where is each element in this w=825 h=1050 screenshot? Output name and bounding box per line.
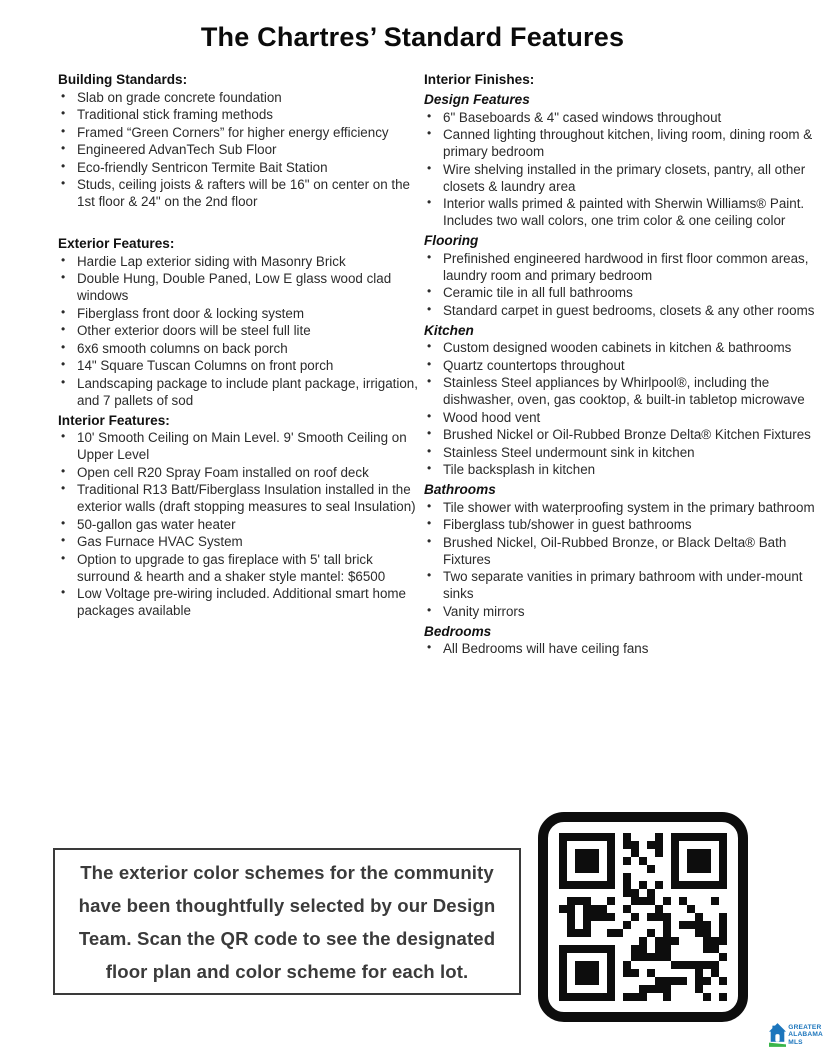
feature-item: • Fiberglass tub/shower in guest bathrooms — [424, 516, 819, 533]
feature-item: • Interior walls primed & painted with Sherwin Williams® Paint. Includes two wall colors, one trim color & one ceiling color — [424, 195, 819, 229]
feature-list — [424, 499, 819, 620]
feature-item: • Open cell R20 Spray Foam installed on roof deck — [58, 464, 422, 481]
feature-item: • Tile backsplash in kitchen — [424, 461, 819, 478]
feature-item: • 50-gallon gas water heater — [58, 516, 422, 533]
feature-item: • Standard carpet in guest bedrooms, closets & any other rooms — [424, 302, 819, 319]
feature-list — [424, 640, 819, 657]
feature-item: • Engineered AdvanTech Sub Floor — [58, 141, 422, 158]
section-header: Flooring — [424, 233, 479, 248]
feature-item: • 6x6 smooth columns on back porch — [58, 340, 422, 357]
house-icon — [769, 1023, 786, 1047]
feature-list — [424, 109, 819, 230]
section-header: Interior Finishes: — [424, 72, 535, 87]
feature-item: • Hardie Lap exterior siding with Masonry Brick — [58, 253, 422, 270]
feature-item: • Prefinished engineered hardwood in first floor common areas, laundry room and primary bedroom — [424, 250, 819, 284]
logo-line-1: GREATER — [788, 1024, 822, 1032]
left-column — [58, 68, 422, 657]
feature-item: • Gas Furnace HVAC System — [58, 533, 422, 550]
feature-item: • Fiberglass front door & locking system — [58, 305, 422, 322]
feature-item: • Brushed Nickel or Oil-Rubbed Bronze Delta® Kitchen Fixtures — [424, 426, 819, 443]
logo-line-3: MLS — [788, 1038, 803, 1046]
feature-item: • Framed “Green Corners” for higher energy efficiency — [58, 124, 422, 141]
feature-item: • Canned lighting throughout kitchen, living room, dining room & primary bedroom — [424, 126, 819, 160]
feature-item: • 10' Smooth Ceiling on Main Level. 9' Smooth Ceiling on Upper Level — [58, 429, 422, 463]
color-scheme-note-box — [53, 848, 521, 995]
section-header: Design Features — [424, 92, 530, 107]
feature-item: • Option to upgrade to gas fireplace with 5' tall brick surround & hearth and a shaker style mantel: $6500 — [58, 551, 422, 585]
feature-item: • Quartz countertops throughout — [424, 357, 819, 374]
section-header: Kitchen — [424, 322, 474, 338]
feature-item: • Tile shower with waterproofing system in the primary bathroom — [424, 499, 819, 516]
feature-item: • Vanity mirrors — [424, 603, 819, 620]
feature-item: • Traditional stick framing methods — [58, 106, 422, 123]
feature-item: • Double Hung, Double Paned, Low E glass wood clad windows — [58, 270, 422, 304]
feature-list — [58, 429, 422, 619]
feature-item: • Slab on grade concrete foundation — [58, 89, 422, 106]
feature-item: • Ceramic tile in all full bathrooms — [424, 284, 819, 301]
feature-item: • Custom designed wooden cabinets in kitchen & bathrooms — [424, 339, 819, 356]
page-title: The Chartres’ Standard Features — [200, 22, 625, 52]
feature-item: • All Bedrooms will have ceiling fans — [424, 640, 819, 657]
feature-item: • Low Voltage pre-wiring included. Additional smart home packages available — [58, 585, 422, 619]
section-header: Building Standards: — [58, 72, 188, 87]
feature-item: • Brushed Nickel, Oil-Rubbed Bronze, or Black Delta® Bath Fixtures — [424, 534, 819, 568]
feature-item: • Stainless Steel appliances by Whirlpool®, including the dishwasher, oven, gas cooktop, & built-in tabletop microwave — [424, 374, 819, 408]
feature-item: • Studs, ceiling joists & rafters will be 16" on center on the 1st floor & 24" on the 2nd floor — [58, 176, 422, 210]
section-header: Bedrooms — [424, 623, 492, 639]
feature-item: • Wire shelving installed in the primary closets, pantry, all other closets & laundry area — [424, 161, 819, 195]
feature-item: • Traditional R13 Batt/Fiberglass Insulation installed in the exterior walls (draft stopping measures to seal Insulation) — [58, 481, 422, 515]
feature-list — [58, 253, 422, 409]
section-header: Bathrooms — [424, 482, 496, 497]
feature-item: • Two separate vanities in primary bathroom with under-mount sinks — [424, 568, 819, 602]
section-header: Exterior Features: — [58, 236, 175, 251]
qr-code — [538, 812, 748, 1022]
feature-list — [424, 250, 819, 319]
feature-list — [424, 339, 819, 478]
feature-list — [58, 89, 422, 211]
feature-item: • Eco-friendly Sentricon Termite Bait Station — [58, 159, 422, 176]
logo-text — [788, 1024, 823, 1046]
qr-code-pattern — [559, 833, 727, 1001]
right-column — [424, 68, 819, 657]
feature-item: • Landscaping package to include plant package, irrigation, and 7 pallets of sod — [58, 375, 422, 409]
feature-item: • 6" Baseboards & 4" cased windows throughout — [424, 109, 819, 126]
greater-alabama-mls-logo — [769, 1023, 823, 1047]
feature-item: • Other exterior doors will be steel full lite — [58, 322, 422, 339]
feature-item: • Wood hood vent — [424, 409, 819, 426]
color-scheme-note-text: The exterior color schemes for the community have been thoughtfully selected by our Design Team. Scan the QR code to see the designated floor plan and color scheme for each lot. — [78, 861, 496, 982]
feature-columns — [0, 68, 825, 657]
feature-item: • Stainless Steel undermount sink in kitchen — [424, 444, 819, 461]
section-header: Interior Features: — [58, 412, 170, 428]
feature-item: • 14" Square Tuscan Columns on front porch — [58, 357, 422, 374]
logo-line-2: ALABAMA — [788, 1031, 823, 1039]
